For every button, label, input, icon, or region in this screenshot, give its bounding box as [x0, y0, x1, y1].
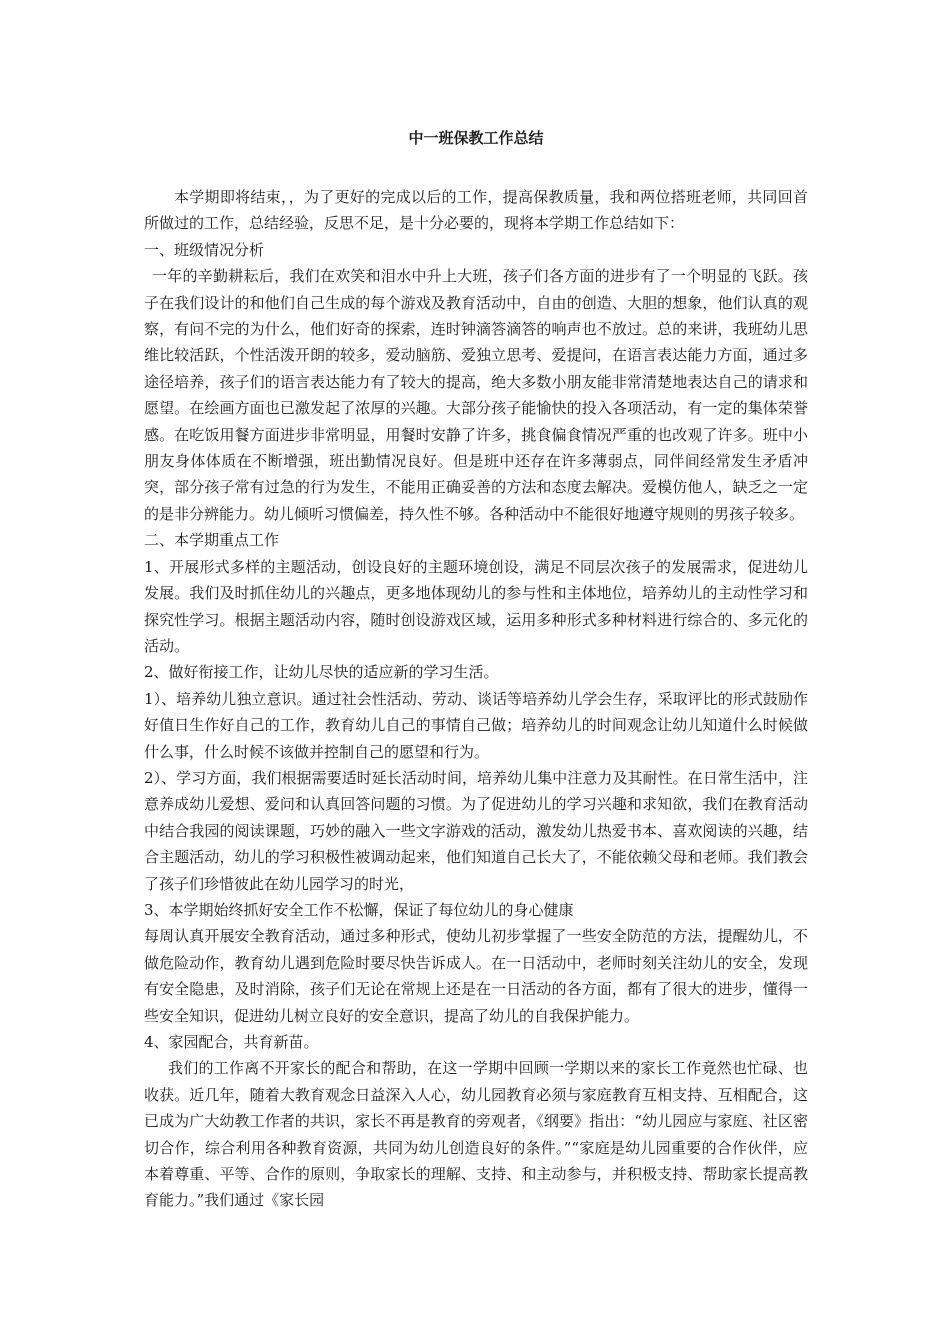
paragraph-item-2: 2、做好衔接工作，让幼儿尽快的适应新的学习生活。 [144, 663, 499, 682]
paragraph-home-school: 我们的工作离不开家长的配合和帮助，在这一学期中回顾一学期以来的家长工作竟然也忙碌、也收获。近几年，随着大教育观念日益深入人心，幼儿园教育必须与家庭教育互相支持、互相配合，这已成为广大幼教工作者的共识，家长不再是教育的旁观者，《纲要》指出：“幼儿园应与家庭、社区密切合作，综合利用各种教育资源，共同为幼儿创造良好的条件。”“家庭是幼儿园重要的合作伙伴，应本着尊重、平等、合作的原则，争取家长的理解、支持、和主动参与，并积极支持、帮助家长提高教育能力。”我们通过《家长园 [144, 1059, 808, 1210]
paragraph-subitem-2: 2）、学习方面，我们根据需要适时延长活动时间，培养幼儿集中注意力及其耐性。在日常生活中，注意养成幼儿爱想、爱问和认真回答问题的习惯。为了促进幼儿的学习兴趣和求知欲，我们在教育活动中结合我园的阅读课题，巧妙的融入一些文字游戏的活动，激发幼儿热爱书本、喜欢阅读的兴趣，结合主题活动，幼儿的学习积极性被调动起来，他们知道自己长大了，不能依赖父母和老师。我们教会了孩子们珍惜彼此在幼儿园学习的时光， [144, 768, 808, 893]
paragraph-item-1: 1、开展形式多样的主题活动，创设良好的主题环境创设，满足不同层次孩子的发展需求，促进幼儿发展。我们及时抓住幼儿的兴趣点，更多地体现幼儿的参与性和主体地位，培养幼儿的主动性学习和探究性学习。根据主题活动内容，随时创设游戏区域，运用多种形式多种材料进行综合的、多元化的活动。 [144, 557, 808, 655]
paragraph-safety: 每周认真开展安全教育活动，通过多种形式，使幼儿初步掌握了一些安全防范的方法，提醒幼儿，不做危险动作，教育幼儿遇到危险时要尽快告诉成人。在一日活动中，老师时刻关注幼儿的安全，发现有安全隐患，及时消除，孩子们无论在常规上还是在一日活动的各方面，都有了很大的进步，懂得一些安全知识，促进幼儿树立良好的安全意识，提高了幼儿的自我保护能力。 [144, 927, 808, 1025]
document-page [144, 124, 808, 1214]
heading-key-work: 二、本学期重点工作 [144, 531, 280, 550]
paragraph-item-3: 3、本学期始终抓好安全工作不松懈，保证了每位幼儿的身心健康 [144, 900, 574, 919]
paragraph-class-analysis: 一年的辛勤耕耘后，我们在欢笑和泪水中升上大班，孩子们各方面的进步有了一个明显的飞跃。孩子在我们设计的和他们自己生成的每个游戏及教育活动中，自由的创造、大胆的想象，他们认真的观察，有问不完的为什么，他们好奇的探索，连时钟滴答滴答的响声也不放过。总的来讲，我班幼儿思维比较活跃，个性活泼开朗的较多，爱动脑筋、爱独立思考、爱提问，在语言表达能力方面，通过多途径培养，孩子们的语言表达能力有了较大的提高，绝大多数小朋友能非常清楚地表达自己的请求和愿望。在绘画方面也已激发起了浓厚的兴趣。大部分孩子能愉快的投入各项活动，有一定的集体荣誉感。在吃饭用餐方面进步非常明显，用餐时安静了许多，挑食偏食情况严重的也改观了许多。班中小朋友身体体质在不断增强，班出勤情况良好。但是班中还存在许多薄弱点，同伴间经常发生矛盾冲突，部分孩子常有过急的行为发生，不能用正确妥善的方法和态度去解决。爱模仿他人，缺乏之一定的是非分辨能力。幼儿倾听习惯偏差，持久性不够。各种活动中不能很好地遵守规则的男孩子较多。 [144, 267, 808, 523]
paragraph-subitem-1: 1）、培养幼儿独立意识。通过社会性活动、劳动、谈话等培养幼儿学会生存，采取评比的形式鼓励作好值日生作好自己的工作，教育幼儿自己的事情自己做；培养幼儿的时间观念让幼儿知道什么时候做什么事，什么时候不该做并控制自己的愿望和行为。 [144, 689, 808, 761]
paragraph-intro: 本学期即将结束，，为了更好的完成以后的工作，提高保教质量，我和两位搭班老师，共同回首所做过的工作，总结经验，反思不足，是十分必要的，现将本学期工作总结如下： [144, 188, 808, 233]
document-title: 中一班保教工作总结 [408, 129, 544, 147]
paragraph-item-4: 4、家园配合，共育新苗。 [144, 1033, 319, 1051]
heading-class-analysis: 一、班级情况分析 [144, 240, 265, 259]
